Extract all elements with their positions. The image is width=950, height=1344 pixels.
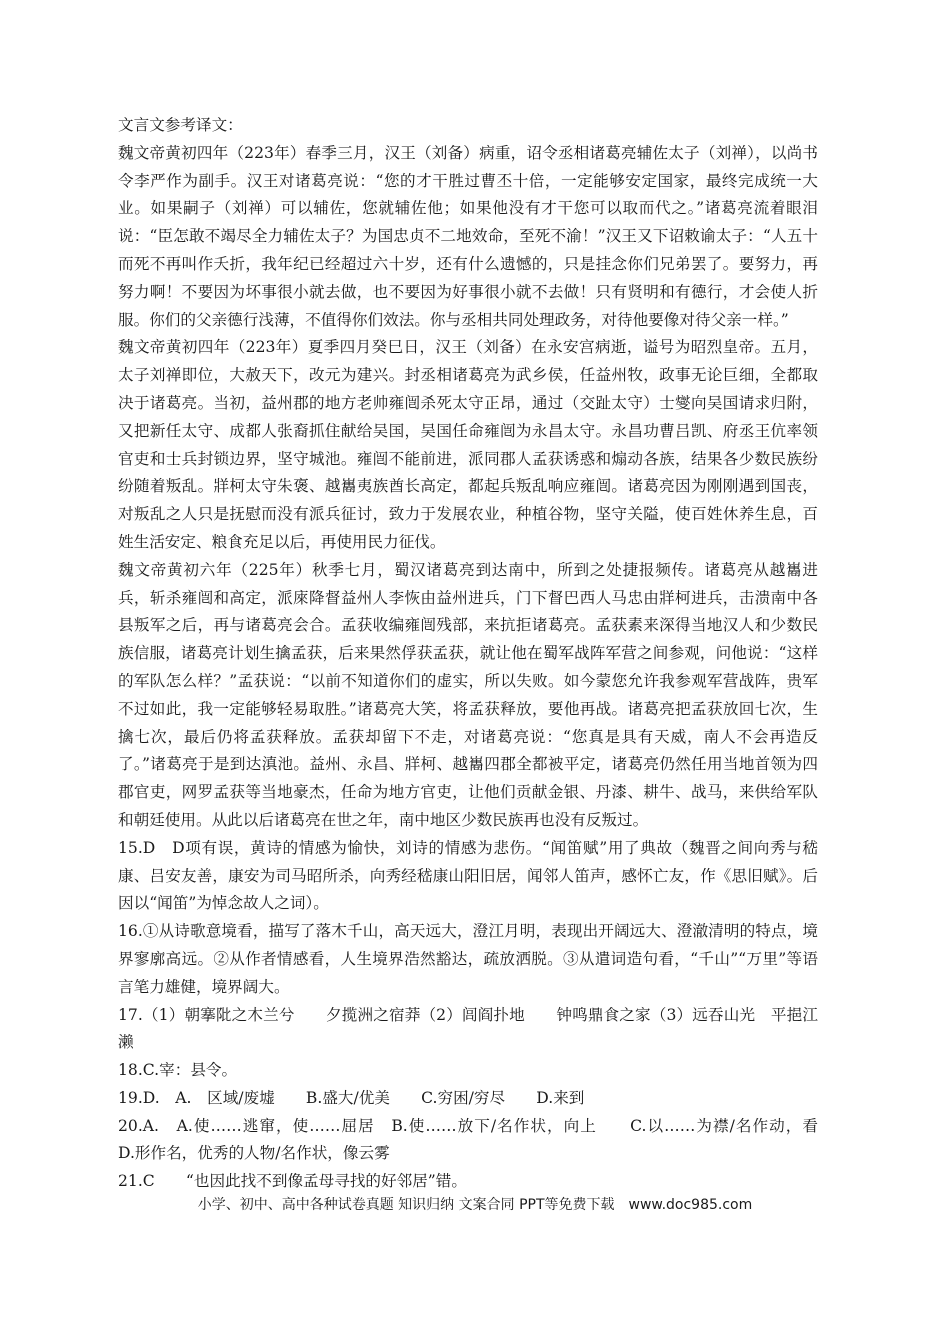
translation-paragraph-1: 魏文帝黄初四年（223年）春季三月，汉王（刘备）病重，诏令丞相诸葛亮辅佐太子（刘禅），以尚书令李严作为副手。汉王对诸葛亮说：“您的才干胜过曹丕十倍，一定能够安定国家，最终完成统一大业。如果嗣子（刘禅）可以辅佐，您就辅佐他；如果他没有才干您可以取而代之。”诸葛亮流着眼泪说：“臣怎敢不竭尽全力辅佐太子？为国忠贞不二地效命，至死不渝！”汉王又下诏敕谕太子：“人五十而死不再叫作夭折，我年纪已经超过六十岁，还有什么遗憾的，只是挂念你们兄弟罢了。要努力，再努力啊！不要因为坏事很小就去做，也不要因为好事很小就不去做！只有贤明和有德行，才会使人折服。你们的父亲德行浅薄，不值得你们效法。你与丞相共同处理政务，对待他要像对待父亲一样。”: [118, 143, 818, 329]
answer-17: 17.（1）朝搴阰之木兰兮 夕揽洲之宿莽（2）闾阎扑地 钟鸣鼎食之家（3）远吞山光 平挹江濑: [118, 1005, 818, 1052]
section-heading: 文言文参考译文：: [118, 116, 243, 134]
document-body: [118, 112, 850, 1196]
answer-21: 21.C “也因此找不到像孟母寻找的好邻居”错。: [118, 1172, 467, 1191]
translation-paragraph-2: 魏文帝黄初四年（223年）夏季四月癸巳日，汉王（刘备）在永安宫病逝，谥号为昭烈皇帝。五月，太子刘禅即位，大赦天下，改元为建兴。封丞相诸葛亮为武乡侯，任益州牧，政事无论巨细，全都取决于诸葛亮。当初，益州郡的地方老帅雍闿杀死太守正昂，通过（交趾太守）士燮向吴国请求归附，又把新任太守、成都人张裔抓住献给吴国，吴国任命雍闿为永昌太守。永昌功曹吕凯、府丞王伉率领官吏和士兵封锁边界，坚守城池。雍闿不能前进，派同郡人孟获诱惑和煽动各族，结果各少数民族纷纷随着叛乱。牂柯太守朱褒、越巂夷族酋长高定，都起兵叛乱响应雍闿。诸葛亮因为刚刚遇到国丧，对叛乱之人只是抚慰而没有派兵征讨，致力于发展农业，种植谷物，坚守关隘，使百姓休养生息，百姓生活安定、粮食充足以后，再使用民力征伐。: [118, 338, 818, 551]
answer-19: 19.D. A. 区域/废墟 B.盛大/优美 C.穷困/穷尽 D.来到: [118, 1088, 585, 1107]
translation-paragraph-3: 魏文帝黄初六年（225年）秋季七月，蜀汉诸葛亮到达南中，所到之处捷报频传。诸葛亮从越巂进兵，斩杀雍闿和高定，派庲降督益州人李恢由益州进兵，门下督巴西人马忠由牂柯进兵，击溃南中各县叛军之后，再与诸葛亮会合。孟获收编雍闿残部，来抗拒诸葛亮。孟获素来深得当地汉人和少数民族信服，诸葛亮计划生擒孟获，后来果然俘获孟获，就让他在蜀军战阵军营之间参观，问他说：“这样的军队怎么样？”孟获说：“以前不知道你们的虚实，所以失败。如今蒙您允许我参观军营战阵，贵军不过如此，我一定能够轻易取胜。”诸葛亮大笑，将孟获释放，要他再战。诸葛亮把孟获放回七次，生擒七次，最后仍将孟获释放。孟获却留下不走，对诸葛亮说：“您真是具有天威，南人不会再造反了。”诸葛亮于是到达滇池。益州、永昌、牂柯、越巂四郡全都被平定，诸葛亮仍然任用当地首领为四郡官吏，网罗孟获等当地豪杰，任命为地方官吏，让他们贡献金银、丹漆、耕牛、战马，来供给军队和朝廷使用。从此以后诸葛亮在世之年，南中地区少数民族再也没有反叛过。: [118, 560, 818, 829]
answer-15: 15.D D项有误，黄诗的情感为愉快，刘诗的情感为悲伤。“闻笛赋”用了典故（魏晋之间向秀与嵇康、吕安友善，康安为司马昭所杀，向秀经嵇康山阳旧居，闻邻人笛声，感怀亡友，作《思旧赋》。后因以“闻笛”为悼念故人之词）。: [118, 838, 818, 913]
answer-18: 18.C.宰：县令。: [118, 1061, 238, 1080]
footer-download-notice[interactable]: 小学、初中、高中各种试卷真题 知识归纳 文案合同 PPT等免费下载 www.doc985.com: [197, 1197, 753, 1213]
answer-20: 20.A. A.使……逃窜，使……屈居 B.使……放下/名作状，向上 C.以……为襟/名作动，看 D.形作名，优秀的人物/名作状，像云雾: [118, 1116, 850, 1163]
answer-16: 16.①从诗歌意境看，描写了落木千山，高天远大，澄江月明，表现出开阔远大、澄澈清明的特点，境界寥廓高远。②从作者情感看，人生境界浩然豁达，疏放洒脱。③从遣词造句看，“千山”“万里”等语言笔力雄健，境界阔大。: [118, 922, 818, 996]
